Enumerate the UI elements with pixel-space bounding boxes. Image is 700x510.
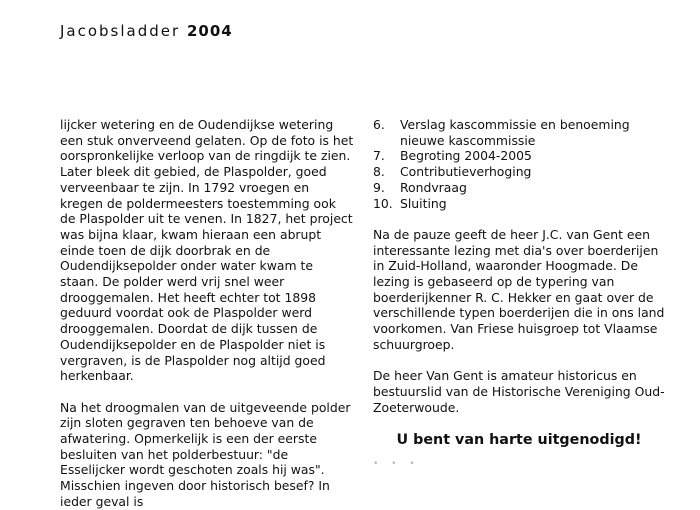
left-column <box>60 117 355 510</box>
left-paragraph-2: Na het droogmalen van de uitgeveende polder zijn sloten gegraven ten behoeve van de afwatering. Opmerkelijk is een der eerste besluiten van het polderbestuur: "de Esselijcker wordt geschoten zoals hij was". Misschien ingeven door historisch besef? In ieder geval is <box>60 399 351 509</box>
agenda-item <box>373 180 665 196</box>
agenda-item <box>373 148 665 164</box>
agenda-item-number: 10. <box>373 195 393 211</box>
agenda-item-number: 7. <box>373 148 385 164</box>
agenda-item-text: Rondvraag <box>400 179 467 195</box>
agenda-list <box>373 117 665 211</box>
header-year: 2004 <box>186 22 233 40</box>
header-title: Jacobsladder <box>60 22 181 40</box>
agenda-item-number: 9. <box>373 179 385 195</box>
agenda-item-text: Contributieverhoging <box>400 164 532 180</box>
agenda-item <box>373 117 665 148</box>
lecture-paragraph: Na de pauze geeft de heer J.C. van Gent een interessante lezing met dia's over boerderijen in Zuid-Holland, waaronder Hoogmade. De lezing is gebaseerd op de typering van boerderijkenner R. C. Hekker en gaat over de verschillende typen boerderijen die in ons land voorkomen. Van Friese huisgroep tot Vlaamse schuurgroep. <box>373 226 665 352</box>
right-column <box>373 117 665 469</box>
agenda-item-number: 8. <box>373 164 385 180</box>
agenda-item-text: Begroting 2004-2005 <box>400 148 532 164</box>
left-paragraph-1: lijcker wetering en de Oudendijkse wetering een stuk onverveend gelaten. Op de foto is het oorspronkelijke verloop van de ringdijk te zien. Later bleek dit gebied, de Plaspolder, goed verveenbaar te zijn. In 1792 vroegen en kregen de poldermeesters toestemming ook de Plaspolder uit te venen. In 1827, het project was bijna klaar, kwam hieraan een abrupt einde toen de dijk doorbrak en de Oudendijksepolder onder water kwam te staan. De polder werd vrij snel weer drooggemalen. Het heeft echter tot 1898 geduurd voordat ook de Plaspolder werd drooggemalen. Doordat de dijk tussen de Oudendijksepolder en de Plaspolder niet is vergraven, is de Plaspolder nog altijd goed herkenbaar. <box>60 117 354 384</box>
section-separator: • • • <box>373 459 420 470</box>
agenda-item <box>373 164 665 180</box>
agenda-item-number: 6. <box>373 117 385 132</box>
agenda-item <box>373 196 665 212</box>
speaker-paragraph: De heer Van Gent is amateur historicus en bestuurslid van de Historische Vereniging Oud-Zoeterwoude. <box>373 368 665 415</box>
agenda-item-text: Sluiting <box>400 195 447 211</box>
running-header <box>60 22 233 40</box>
agenda-item-text: Verslag kascommissie en benoeming nieuwe kascommissie <box>400 117 630 148</box>
invitation-heading: U bent van harte uitgenodigd! <box>396 432 642 449</box>
